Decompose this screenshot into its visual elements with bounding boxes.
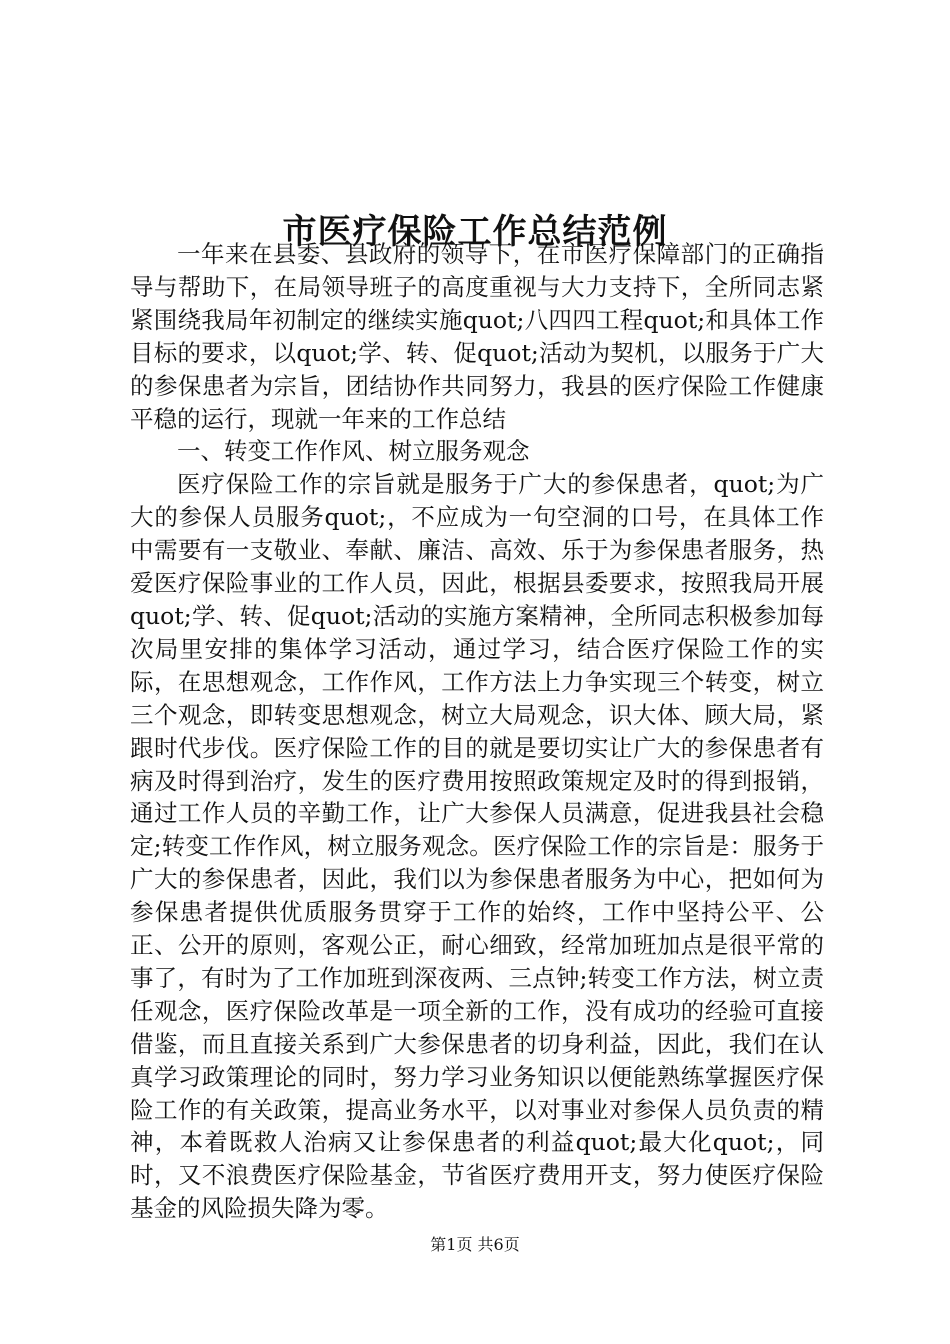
paragraph-section-1: 医疗保险工作的宗旨就是服务于广大的参保患者，quot;为广大的参保人员服务quot;，不应成为一句空洞的口号，在具体工作中需要有一支敬业、奉献、廉洁、高效、乐于为参保患者服务，热爱医疗保险事业的工作人员，因此，根据县委要求，按照我局开展quot;学、转、促quot;活动的实施方案精神，全所同志积极参加每次局里安排的集体学习活动，通过学习，结合医疗保险工作的实际，在思想观念，工作作风，工作方法上力争实现三个转变，树立三个观念，即转变思想观念，树立大局观念，识大体、顾大局，紧跟时代步伐。医疗保险工作的目的就是要切实让广大的参保患者有病及时得到治疗，发生的医疗费用按照政策规定及时的得到报销，通过工作人员的辛勤工作，让广大参保人员满意，促进我县社会稳定;转变工作作风，树立服务观念。医疗保险工作的宗旨是：服务于广大的参保患者，因此，我们以为参保患者服务为中心，把如何为参保患者提供优质服务贯穿于工作的始终，工作中坚持公平、公正、公开的原则，客观公正，耐心细致，经常加班加点是很平常的事了，有时为了工作加班到深夜两、三点钟;转变工作方法，树立责任观念，医疗保险改革是一项全新的工作，没有成功的经验可直接借鉴，而且直接关系到广大参保患者的切身利益，因此，我们在认真学习政策理论的同时，努力学习业务知识以便能熟练掌握医疗保险工作的有关政策，提高业务水平，以对事业对参保人员负责的精神，本着既救人治病又让参保患者的利益quot;最大化quot;，同时，又不浪费医疗保险基金，节省医疗费用开支，努力使医疗保险基金的风险损失降为零。	[130, 470, 824, 1223]
document-body	[130, 238, 824, 1225]
section-heading-1: 一、转变工作作风、树立服务观念	[177, 437, 530, 466]
document-title: 市医疗保险工作总结范例	[282, 211, 668, 252]
page-number-footer: 第1页 共6页	[430, 1235, 520, 1254]
paragraph-intro: 一年来在县委、县政府的领导下，在市医疗保障部门的正确指导与帮助下，在局领导班子的高度重视与大力支持下，全所同志紧紧围绕我局年初制定的继续实施quot;八四四工程quot;和具体工作目标的要求，以quot;学、转、促quot;活动为契机，以服务于广大的参保患者为宗旨，团结协作共同努力，我县的医疗保险工作健康平稳的运行，现就一年来的工作总结	[130, 240, 824, 433]
